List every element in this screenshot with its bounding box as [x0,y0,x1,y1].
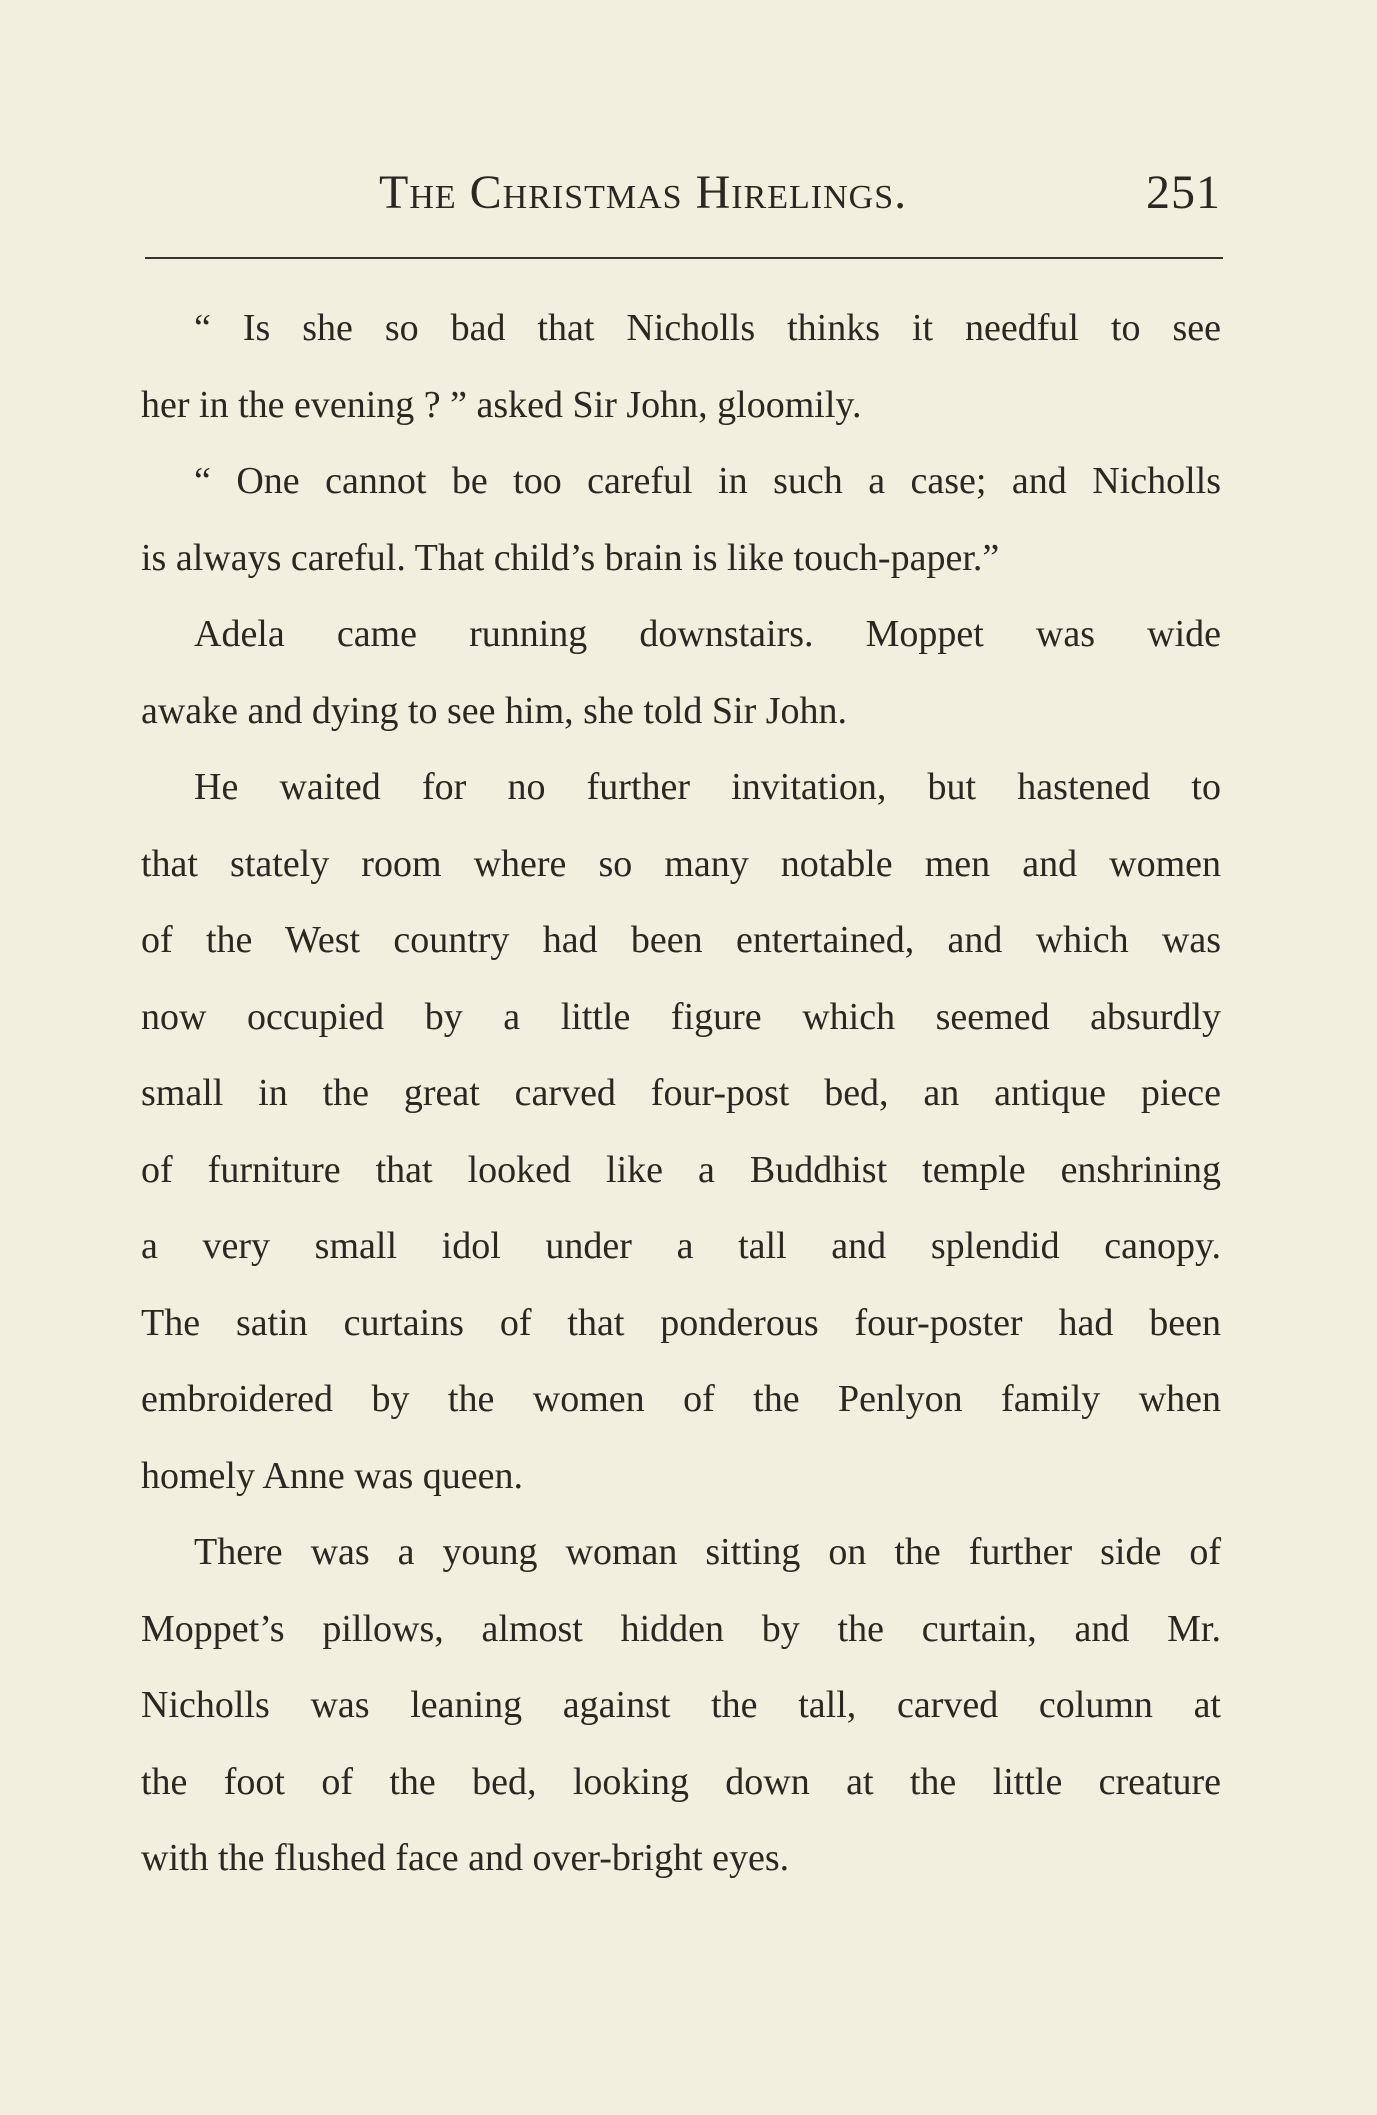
text-line: “ Is she so bad that Nicholls thinks it needful to see [194,307,1221,349]
text-line: now occupied by a little figure which seemed absurdly [141,995,1221,1038]
running-head [141,165,1221,235]
text-line: There was a young woman sitting on the further side of [194,1531,1221,1573]
text-line: of furniture that looked like a Buddhist temple enshrining [141,1148,1221,1191]
text-line: Nicholls was leaning against the tall, carved column at [141,1684,1221,1726]
running-title: The Christmas Hirelings. [379,166,908,219]
text-line: “ One cannot be too careful in such a case; and Nicholls [194,460,1221,502]
text-line: The satin curtains of that ponderous four-poster had been [141,1301,1221,1344]
text-line: that stately room where so many notable men and women [141,842,1221,885]
text-line: awake and dying to see him, she told Sir John. [141,689,848,732]
text-line: is always careful. That child’s brain is like touch-paper.” [141,536,1000,579]
header-rule [145,257,1223,259]
page-number: 251 [1146,166,1221,219]
text-line: small in the great carved four-post bed, an antique piece [141,1072,1221,1114]
text-line: Moppet’s pillows, almost hidden by the curtain, and Mr. [141,1607,1221,1650]
text-line: He waited for no further invitation, but hastened to [194,766,1221,808]
text-line: homely Anne was queen. [141,1454,524,1497]
text-line: a very small idol under a tall and splendid canopy. [141,1225,1221,1267]
body-text [141,290,1221,1897]
text-line: of the West country had been entertained, and which was [141,919,1221,961]
text-line: her in the evening ? ” asked Sir John, gloomily. [141,383,862,426]
text-line: Adela came running downstairs. Moppet was wide [194,613,1221,655]
text-line: the foot of the bed, looking down at the little creature [141,1760,1221,1803]
text-line: with the flushed face and over-bright eyes. [141,1837,790,1879]
text-line: embroidered by the women of the Penlyon family when [141,1378,1221,1420]
